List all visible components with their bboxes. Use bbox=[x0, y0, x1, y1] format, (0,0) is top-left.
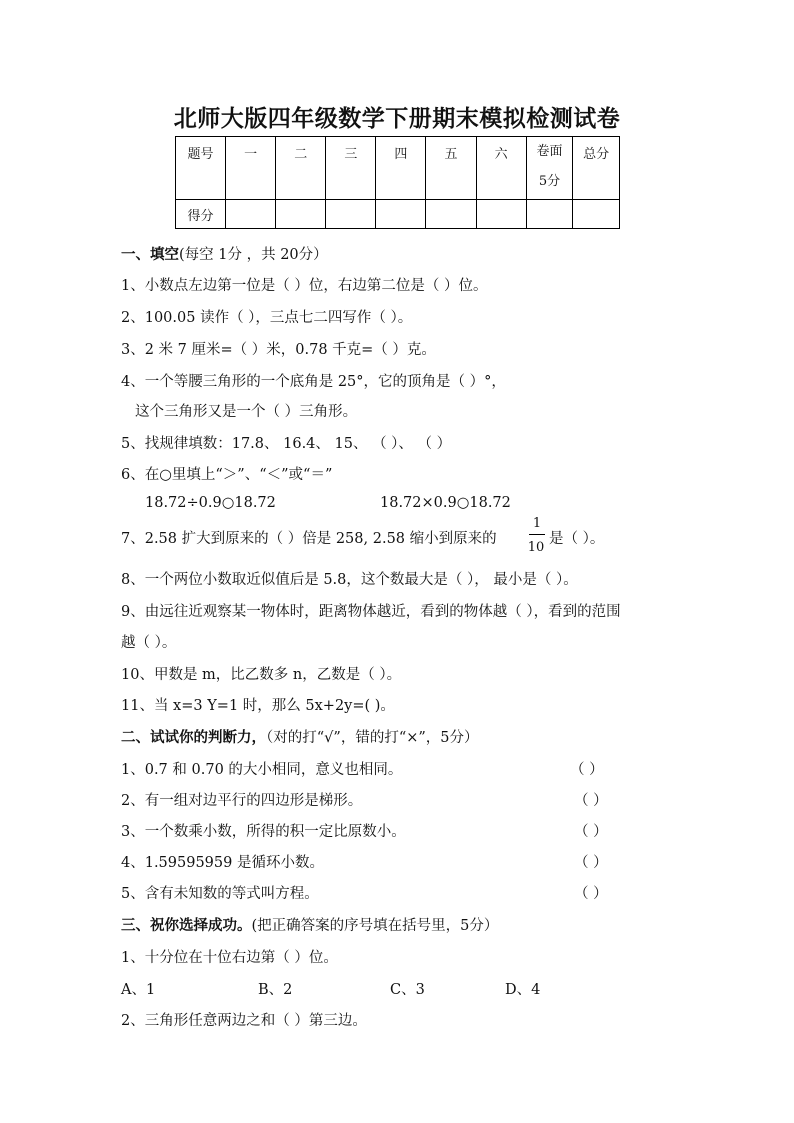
choice-option-b: B、2 bbox=[258, 982, 293, 998]
question-1-10: 10、甲数是 m，比乙数多 n，乙数是（ ）。 bbox=[121, 667, 402, 683]
score-col-neatness-line2: 5分 bbox=[538, 174, 561, 189]
score-col-6: 六 bbox=[476, 137, 526, 200]
choice-question-2: 2、三角形任意两边之和（ ）第三边。 bbox=[121, 1013, 367, 1029]
score-col-neatness-line1: 卷面 bbox=[536, 144, 563, 159]
section3-header bbox=[121, 914, 498, 935]
question-1-6: 6、在○里填上“＞”、“＜”或“＝” bbox=[121, 467, 333, 483]
score-cell bbox=[376, 200, 426, 229]
judge-item-3: 3、一个数乘小数，所得的积一定比原数小。 bbox=[121, 824, 406, 840]
answer-paren: （ ） bbox=[574, 824, 608, 840]
fraction-numerator: 1 bbox=[532, 516, 542, 531]
score-cell bbox=[573, 200, 620, 229]
question-1-4b: 这个三角形又是一个（ ）三角形。 bbox=[135, 404, 358, 420]
score-cell bbox=[526, 200, 573, 229]
section1-header bbox=[121, 243, 328, 264]
score-table-header-label: 题号 bbox=[176, 137, 226, 200]
choice-option-a: A、1 bbox=[121, 982, 156, 998]
score-cell bbox=[276, 200, 326, 229]
score-col-total: 总分 bbox=[573, 137, 620, 200]
score-col-5: 五 bbox=[426, 137, 476, 200]
answer-paren: （ ） bbox=[574, 886, 608, 902]
section2-header bbox=[121, 726, 479, 747]
answer-paren: （ ） bbox=[574, 793, 608, 809]
score-col-neatness bbox=[526, 137, 573, 200]
question-1-7b: 是（ ）。 bbox=[549, 531, 605, 547]
judge-item-4: 4、1.59595959 是循环小数。 bbox=[121, 855, 324, 871]
score-col-3: 三 bbox=[326, 137, 376, 200]
question-1-2: 2、100.05 读作（ ），三点七二四写作（ ）。 bbox=[121, 310, 413, 326]
question-1-5: 5、找规律填数：17.8、 16.4、 15、 （ ）、 （ ） bbox=[121, 436, 452, 452]
question-1-6a: 18.72÷0.9○18.72 bbox=[145, 495, 276, 511]
question-1-6b: 18.72×0.9○18.72 bbox=[380, 495, 511, 511]
choice-option-c: C、3 bbox=[390, 982, 425, 998]
judge-item-5: 5、含有未知数的等式叫方程。 bbox=[121, 886, 319, 902]
question-1-9b: 越（ ）。 bbox=[121, 635, 177, 651]
judge-item-2: 2、有一组对边平行的四边形是梯形。 bbox=[121, 793, 363, 809]
score-col-2: 二 bbox=[276, 137, 326, 200]
question-1-8: 8、一个两位小数取近似值后是 5.8，这个数最大是（ ）， 最小是（ ）。 bbox=[121, 572, 578, 588]
score-cell bbox=[226, 200, 276, 229]
question-1-11: 11、当 x=3 Y=1 时，那么 5x+2y=( )。 bbox=[121, 698, 395, 714]
choice-question-1: 1、十分位在十位右边第（ ）位。 bbox=[121, 950, 338, 966]
score-col-1: 一 bbox=[226, 137, 276, 200]
score-row-label: 得分 bbox=[176, 200, 226, 229]
judge-item-1: 1、0.7 和 0.70 的大小相同，意义也相同。 bbox=[121, 762, 403, 778]
question-1-1: 1、小数点左边第一位是（ ）位，右边第二位是（ ）位。 bbox=[121, 278, 488, 294]
section2-note: （对的打“√”，错的打“×”，5分） bbox=[266, 730, 479, 746]
page-title: 北师大版四年级数学下册期末模拟检测试卷 bbox=[173, 105, 621, 132]
answer-paren: （ ） bbox=[574, 855, 608, 871]
question-1-7a: 7、2.58 扩大到原来的（ ）倍是 258, 2.58 缩小到原来的 bbox=[121, 531, 497, 547]
section1-note: (每空 1分 ，共 20分） bbox=[179, 247, 328, 263]
fraction-denominator: 10 bbox=[527, 540, 545, 555]
score-col-4: 四 bbox=[376, 137, 426, 200]
score-cell bbox=[476, 200, 526, 229]
section3-note: (把正确答案的序号填在括号里，5分） bbox=[251, 918, 499, 934]
score-cell bbox=[426, 200, 476, 229]
score-table bbox=[175, 136, 620, 229]
fraction-bar bbox=[529, 534, 545, 535]
question-1-9a: 9、由远往近观察某一物体时，距离物体越近，看到的物体越（ ），看到的范围 bbox=[121, 604, 621, 620]
section1-heading: 一、填空 bbox=[121, 246, 179, 263]
choice-option-d: D、4 bbox=[505, 982, 541, 998]
section2-heading: 二、试试你的判断力， bbox=[121, 729, 266, 746]
answer-paren: （ ） bbox=[570, 762, 604, 778]
score-cell bbox=[326, 200, 376, 229]
section3-heading: 三、祝你选择成功。 bbox=[121, 917, 252, 934]
question-1-4a: 4、一个等腰三角形的一个底角是 25°，它的顶角是（ ）°， bbox=[121, 374, 506, 390]
question-1-3: 3、2 米 7 厘米=（ ）米，0.78 千克=（ ）克。 bbox=[121, 342, 436, 358]
